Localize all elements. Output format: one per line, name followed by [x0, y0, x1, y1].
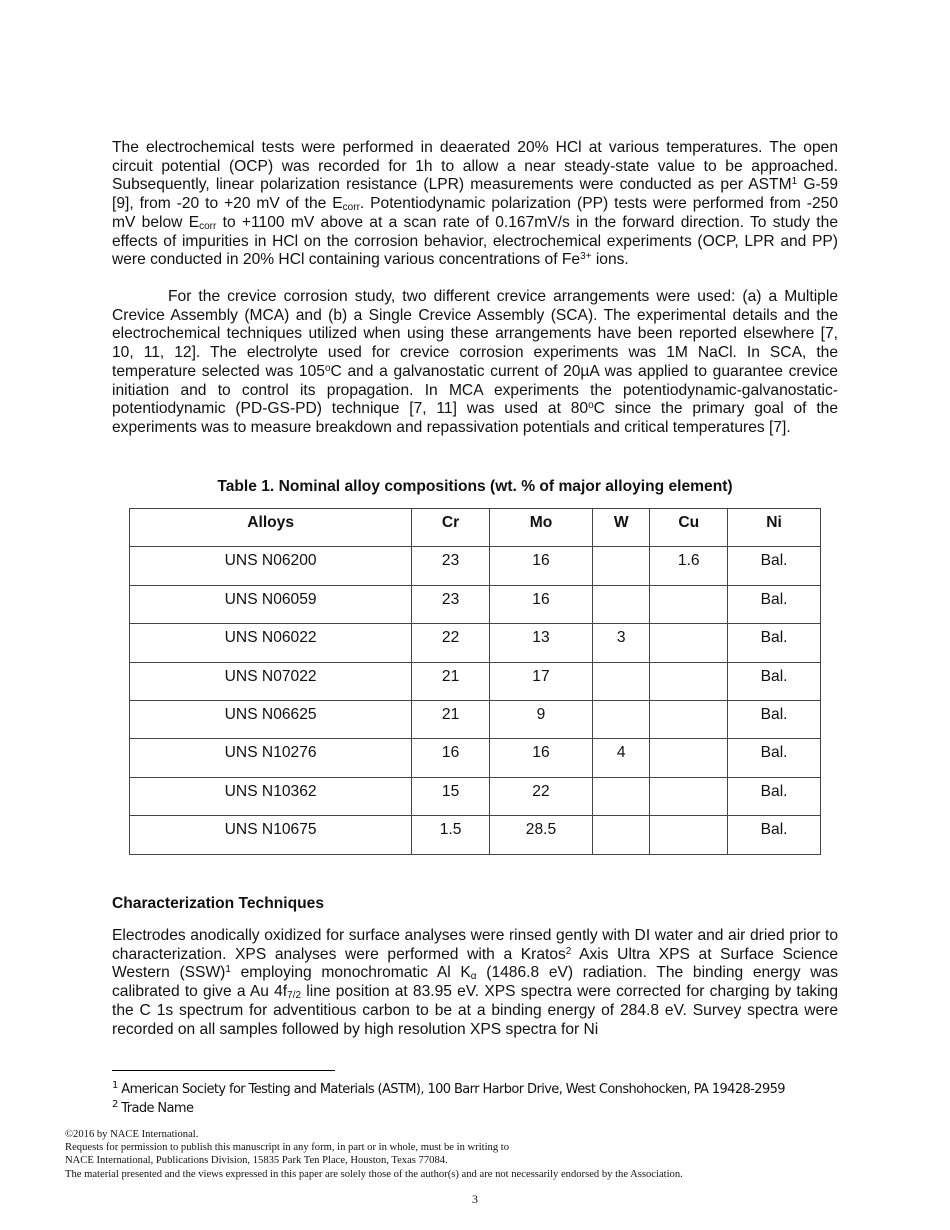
text-run: line position at 83.95 eV. XPS spectra were corrected for charging by taking the C 1s spectrum for adventitious carbon to be at a binding energy of 284.8 eV. Survey spectra were recorded on all samples followed by high resolution XPS spectra for Ni [112, 983, 838, 1038]
subscript: α [470, 971, 477, 983]
table-header-row [130, 509, 821, 547]
column-header: Cr [412, 509, 490, 547]
footnote-1 [112, 1080, 785, 1099]
alloy-composition-table [129, 508, 821, 855]
table-cell: UNS N06625 [130, 700, 412, 738]
superscript: 2 [565, 945, 572, 957]
table-cell: Bal. [728, 547, 821, 585]
superscript: 1 [225, 964, 231, 976]
table-cell [650, 816, 728, 854]
footer-line: The material presented and the views expressed in this paper are solely those of the author(s) and are not necessarily endorsed by the Association. [65, 1168, 683, 1180]
superscript: 1 [791, 176, 798, 188]
text-run: C and a galvanostatic current of 20µA was applied to guarantee crevice initiation and to control its propagation. In MCA experiments the potentiodynamic-galvanostatic-potentiodynamic (PD-GS-PD) technique [7, 11] was used at 80 [112, 362, 838, 418]
table-cell [650, 624, 728, 662]
column-header: Alloys [130, 509, 412, 547]
column-header: Cu [650, 509, 728, 547]
table-cell [592, 547, 649, 585]
text-run: G-59 [9], from -20 to +20 mV of the E [112, 176, 838, 213]
table-cell: 21 [412, 662, 490, 700]
table-cell: 23 [412, 547, 490, 585]
table-cell [650, 739, 728, 777]
table-cell: 22 [412, 624, 490, 662]
footer-line: NACE International, Publications Division, 15835 Park Ten Place, Houston, Texas 77084. [65, 1155, 448, 1167]
text-run: to +1100 mV above at a scan rate of 0.167mV/s in the forward direction. To study the effects of impurities in HCl on the corrosion behavior, electrochemical experiments (OCP, LPR and PP) were conducted in 20% HCl containing various concentrations of Fe [112, 213, 838, 269]
table-row [130, 624, 821, 662]
column-header: Ni [728, 509, 821, 547]
table-cell: 9 [489, 700, 592, 738]
table-row [130, 700, 821, 738]
footnote-text: American Society for Testing and Materials (ASTM), 100 Barr Harbor Drive, West Conshohocken, PA 19428-2959 [117, 1082, 785, 1097]
superscript: o [588, 400, 594, 412]
text-run: . Potentiodynamic polarization (PP) tests were performed from -250 mV below E [112, 195, 838, 231]
table-cell: 16 [412, 739, 490, 777]
column-header: W [592, 509, 649, 547]
table-row [130, 662, 821, 700]
footnote-mark: 2 [112, 1099, 118, 1110]
table-cell: UNS N07022 [130, 662, 412, 700]
table-cell: 16 [489, 547, 592, 585]
table-cell: UNS N06022 [130, 624, 412, 662]
table-cell [650, 662, 728, 700]
table-cell [592, 585, 649, 623]
footnote-2 [112, 1099, 785, 1118]
text-run: ions. [591, 251, 629, 269]
table-cell: 23 [412, 585, 490, 623]
footer-line: Requests for permission to publish this manuscript in any form, in part or in whole, must be in writing to [65, 1142, 510, 1154]
table-cell [592, 777, 649, 815]
subscript: 7/2 [287, 990, 302, 1002]
table-cell: 22 [489, 777, 592, 815]
footnotes [112, 1080, 785, 1118]
table-row [130, 585, 821, 623]
text-run: employing monochromatic Al K [230, 964, 471, 982]
footer-line: ©2016 by NACE International. [65, 1129, 199, 1140]
table-cell: 21 [412, 700, 490, 738]
superscript: o [324, 362, 331, 374]
table-cell [592, 816, 649, 854]
text-run: The electrochemical tests were performed in deaerated 20% HCl at various temperatures. The open circuit potential (OCP) was recorded for 1h to allow a near steady-state value to be approached. Subsequently, linear polarization resistance (LPR) measurements were conducted as per ASTM [112, 139, 838, 194]
table-cell: Bal. [728, 739, 821, 777]
paragraph-test-methods [112, 139, 838, 270]
table-cell [592, 700, 649, 738]
table-cell: UNS N10362 [130, 777, 412, 815]
table-cell: UNS N10276 [130, 739, 412, 777]
table-row [130, 816, 821, 854]
table-cell: Bal. [728, 777, 821, 815]
footnote-divider [112, 1070, 335, 1071]
page-number: 3 [472, 1192, 478, 1206]
table-cell [650, 700, 728, 738]
paragraph-crevice-study [112, 288, 838, 438]
text-run: Electrodes anodically oxidized for surface analyses were rinsed gently with DI water and air dried prior to characterization. XPS analyses were performed with a Kratos [112, 927, 838, 963]
subscript: corr [199, 220, 217, 232]
table-cell: 3 [592, 624, 649, 662]
table-cell [650, 777, 728, 815]
table-cell: 1.6 [650, 547, 728, 585]
table-row [130, 739, 821, 777]
subscript: corr [342, 202, 360, 214]
table-cell [650, 585, 728, 623]
text-run: (1486.8 eV) radiation. The binding energy was calibrated to give a Au 4f [112, 964, 838, 1001]
table-cell: UNS N10675 [130, 816, 412, 854]
table-cell [592, 662, 649, 700]
table-cell: 15 [412, 777, 490, 815]
table-cell: 28.5 [489, 816, 592, 854]
text-run: C since the primary goal of the experiments was to measure breakdown and repassivation potentials and critical temperatures [7]. [112, 400, 839, 436]
paragraph-characterization [112, 927, 838, 1039]
table-cell: UNS N06059 [130, 585, 412, 623]
section-heading: Characterization Techniques [112, 895, 325, 912]
table-cell: UNS N06200 [130, 547, 412, 585]
table-row [130, 547, 821, 585]
table-cell: 13 [489, 624, 592, 662]
table-cell: Bal. [728, 624, 821, 662]
footnote-mark: 1 [112, 1080, 118, 1091]
footnote-text: Trade Name [117, 1101, 194, 1116]
table-cell: Bal. [728, 585, 821, 623]
table-cell: 16 [489, 585, 592, 623]
table-cell: Bal. [728, 700, 821, 738]
table-cell: 17 [489, 662, 592, 700]
table-cell: 4 [592, 739, 649, 777]
text-run: Axis Ultra XPS at Surface Science Western (SSW) [112, 945, 838, 982]
text-run: For the crevice corrosion study, two different crevice arrangements were used: (a) a Multiple Crevice Assembly (MCA) and (b) a Single Crevice Assembly (SCA). The experimental details and the electrochemical techniques utilized when using these arrangements have been reported elsewhere [7, 10, 11, 12]. The electrolyte used for crevice corrosion experiments was 1M NaCl. In SCA, the temperature selected was 105 [112, 288, 838, 380]
table-cell: 1.5 [412, 816, 490, 854]
table-cell: Bal. [728, 816, 821, 854]
copyright-footer [65, 1128, 683, 1181]
table-title: Table 1. Nominal alloy compositions (wt. % of major alloying element) [217, 478, 733, 495]
table-cell: 16 [489, 739, 592, 777]
table-cell: Bal. [728, 662, 821, 700]
table-row [130, 777, 821, 815]
column-header: Mo [489, 509, 592, 547]
superscript: 3+ [580, 251, 592, 263]
